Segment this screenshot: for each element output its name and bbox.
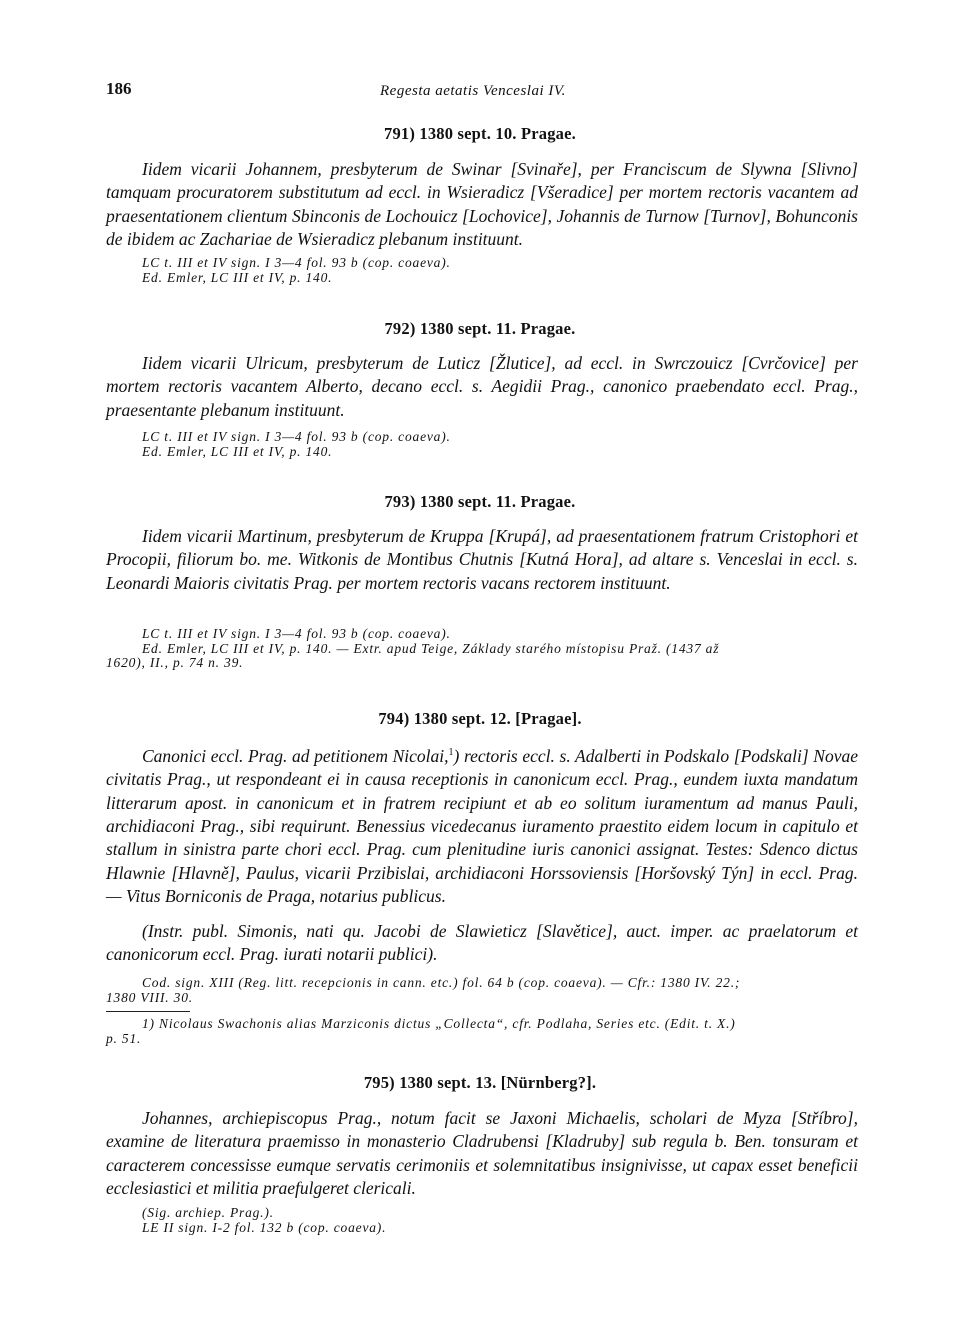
ref-line: Cod. sign. XIII (Reg. litt. recepcionis in cann. etc.) fol. 64 b (cop. coaeva). — Cfr.: 1380 IV. 22.; [142,975,741,990]
entry-text-792: Iidem vicarii Ulricum, presbyterum de Luticz [Žlutice], ad eccl. in Swrczouicz [Cvrčovice] per mortem rectoris vacantem Alberto, decano eccl. s. Aegidii Prag., canonico praebendato eccl. Prag., praesentante plebanum instituunt. [106,353,858,420]
entry-refs-794 [106,976,858,1005]
entry-refs-793 [106,627,858,671]
entry-refs-792 [106,430,858,459]
page-number: 186 [106,79,132,98]
entry-text-795: Johannes, archiepiscopus Prag., notum facit se Jaxoni Michaelis, scholari de Myza [Stříbro], examine de literatura praemisso in monasterio Cladrubensi [Kladruby] sub regula b. Ben. tonsuram et caracterem concessisse eumque servatis cerimoniis et solemnitatibus insignivisse, ut capax esset beneficii ecclesiastici et militia praefulgeret clericali. [106,1108,858,1199]
entry-heading-791: 791) 1380 sept. 10. Pragae. [384,124,576,143]
footnote-rule [106,1011,190,1012]
footnote-line: p. 51. [106,1031,142,1046]
running-head: Regesta aetatis Venceslai IV. [380,83,566,99]
ref-line: LC t. III et IV sign. I 3—4 fol. 93 b (cop. coaeva). [142,429,451,444]
entry-heading-792: 792) 1380 sept. 11. Pragae. [384,319,576,338]
ref-line: LC t. III et IV sign. I 3—4 fol. 93 b (cop. coaeva). [142,626,451,641]
entry-text-794 [106,741,858,909]
entry-text-794-part-a: Canonici eccl. Prag. ad petitionem Nicolai, [142,745,449,766]
entry-refs-795 [106,1206,858,1235]
ref-line: 1380 VIII. 30. [106,989,193,1005]
footnote [106,1016,858,1046]
entry-heading-795: 795) 1380 sept. 13. [Nürnberg?]. [363,1073,597,1092]
ref-line: Ed. Emler, LC III et IV, p. 140. [142,443,333,459]
entry-heading-793: 793) 1380 sept. 11. Pragae. [384,492,576,511]
footnote-line: 1) Nicolaus Swachonis alias Marziconis dictus „Collecta“, cfr. Podlaha, Series etc. (Edit. t. X.) [142,1016,736,1031]
ref-line: LC t. III et IV sign. I 3—4 fol. 93 b (cop. coaeva). [142,255,451,270]
ref-line: Ed. Emler, LC III et IV, p. 140. [142,269,333,285]
entry-heading-794: 794) 1380 sept. 12. [Pragae]. [378,709,582,728]
ref-line: LE II sign. I-2 fol. 132 b (cop. coaeva). [142,1219,387,1235]
entry-text-793: Iidem vicarii Martinum, presbyterum de Kruppa [Krupá], ad praesentationem fratrum Cristophori et Procopii, filiorum bo. me. Witkonis de Montibus Chutnis [Kutná Hora], ad altare s. Venceslai in eccl. s. Leonardi Maioris civitatis Prag. per mortem rectoris vacans rectorem instituunt. [106,526,858,593]
entry-text-794-part-b: ) rectoris eccl. s. Adalberti in Podskalo [Podskali] Novae civitatis Prag., ut respondeant ei in causa receptionis in canonicum eccl. Prag., eundem iuxta mandatum litterarum apost. in canonicum et in fratrem recipiunt et ab eo solitum iuramentum ad manus Pauli, archidiaconi Prag., sibi requirunt. Benessius vicedecanus iuramento praestito eidem locum in capitulo et stallum in sinistra parte chori eccl. Prag. cum plenitudine iuris canonici assignat. Testes: Sdenco dictus Hlawnie [Hlavně], Paulus, vicarii Przibislai, archidiaconi Horssoviensis [Horšovský Týn] in eccl. Prag. — Vitus Borniconis de Praga, notarius publicus. [106,745,858,907]
ref-line: (Sig. archiep. Prag.). [142,1205,274,1220]
entry-text-791: Iidem vicarii Johannem, presbyterum de Swinar [Svinaře], per Franciscum de Slywna [Slivno] tamquam procuratorem substitutum ad eccl. in Wsieradicz [Všeradice] per mortem rectoris vacantem ad praesentationem clientum Sbinconis de Lochouicz [Lochovice], Johannis de Turnow [Turnov], Bohunconis de ibidem ac Zachariae de Wsieradicz plebanum instituunt. [106,159,858,250]
entry-refs-791 [106,256,858,285]
footnote-marker: 1 [448,747,454,758]
ref-line: 1620), II., p. 74 n. 39. [106,655,244,670]
entry-text-794-instrument: (Instr. publ. Simonis, nati qu. Jacobi de Slawieticz [Slavětice], auct. imper. ac praelatorum et canonicorum eccl. Prag. iurati notarii publici). [106,921,858,965]
ref-line: Ed. Emler, LC III et IV, p. 140. — Extr. apud Teige, Základy starého místopisu Praž. (1437 až [142,640,720,656]
